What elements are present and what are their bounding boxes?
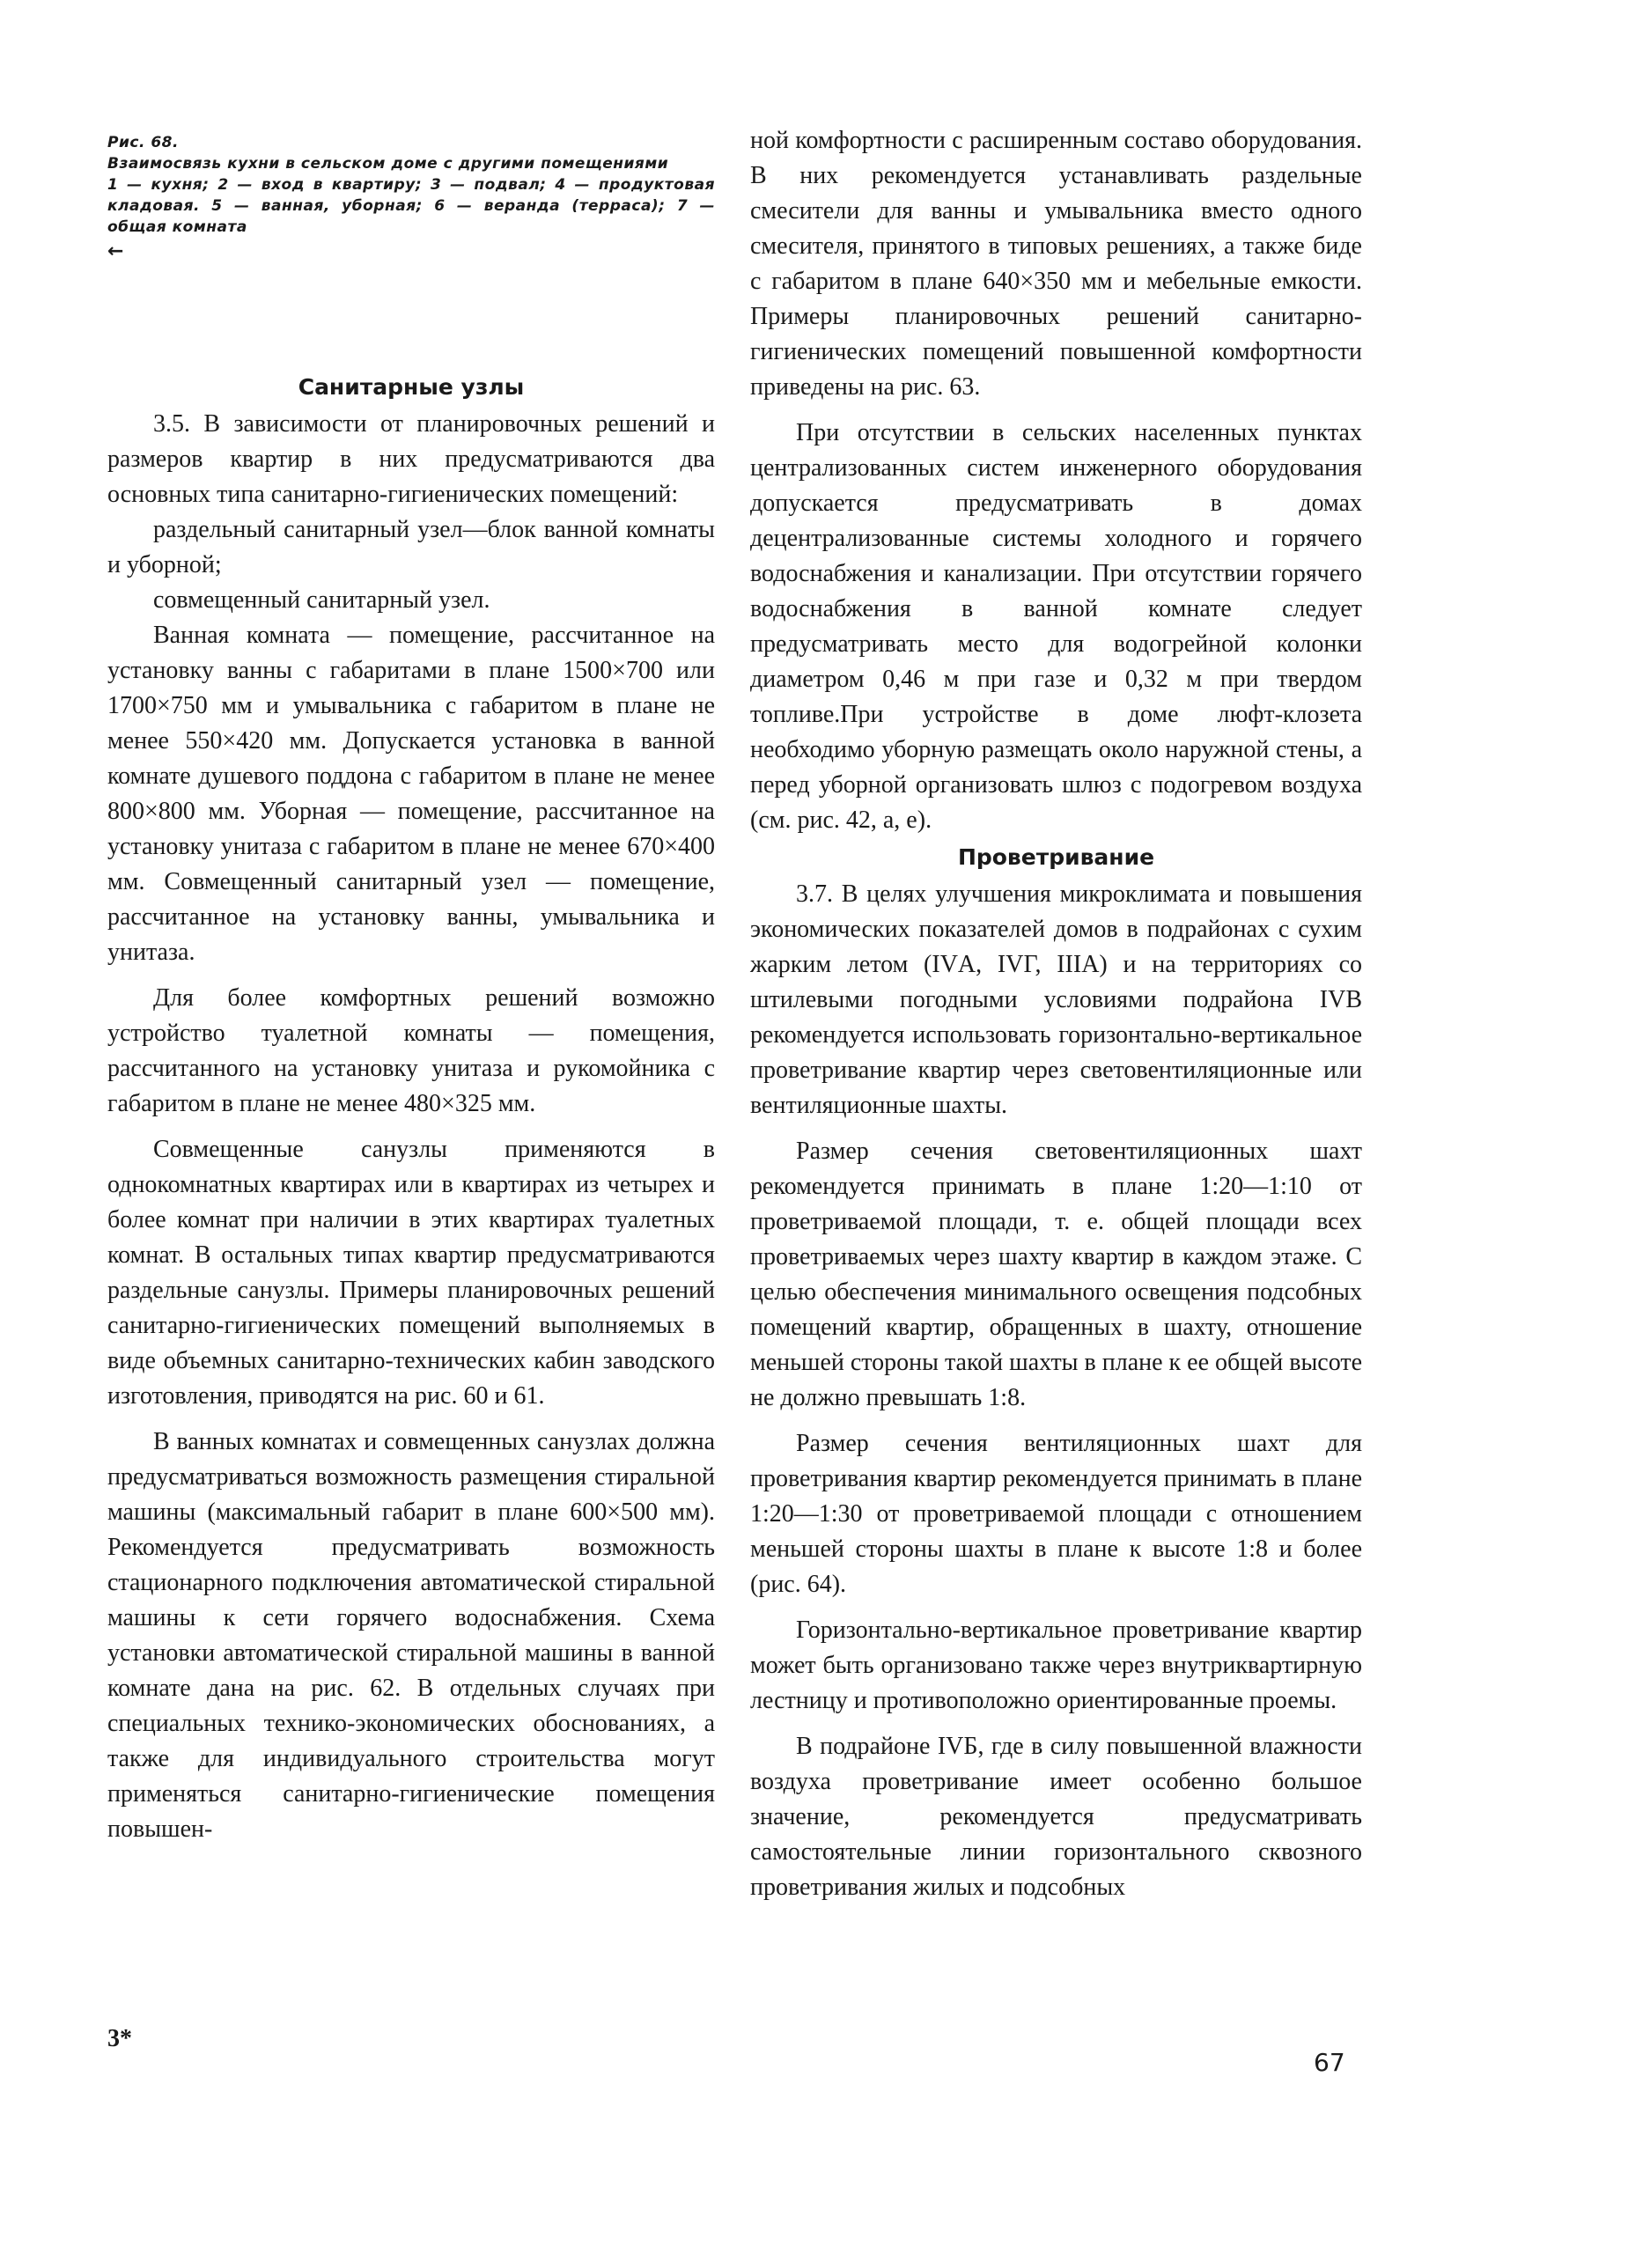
section-heading-sanitary: Санитарные узлы — [298, 374, 525, 400]
left-arrow-icon: ← — [107, 240, 124, 262]
figure-legend: 1 — кухня; 2 — вход в квартиру; 3 — подвал; 4 — продуктовая кладовая. 5 — ванная, уборная; 6 — веранда (терраса); 7 — общая комната — [107, 176, 715, 236]
paragraph: Для более комфортных решений возможно устройство туалетной комнаты — помещения, рассчитанного на установку унитаза и рукомойника с габаритом в плане не менее 480×325 мм. — [107, 984, 715, 1117]
paragraph: В подрайоне IVБ, где в силу повышенной влажности воздуха проветривание имеет особенно большое значение, рекомендуется предусматривать самостоятельные линии горизонтального сквозного проветривания жилых и подсобных — [750, 1733, 1362, 1901]
right-column — [750, 123, 1362, 1905]
figure-label: Рис. 68. — [107, 134, 179, 151]
paragraph: 3.7. В целях улучшения микроклимата и повышения экономических показателей домов в подрайонах с сухим жарким летом (IVА, IVГ, IIIА) и на территориях со штилевыми погодными условиями подрайона IVВ рекомендуется использовать горизонтально-вертикальное проветривание квартир через световентиляционные или вентиляционные шахты. — [750, 880, 1362, 1119]
figure-title: Взаимосвязь кухни в сельском доме с другими помещениями — [107, 155, 669, 173]
paragraph: раздельный санитарный узел—блок ванной комнаты и уборной; — [107, 516, 715, 578]
figure-caption — [107, 132, 715, 262]
paragraph: Горизонтально-вертикальное проветривание квартир может быть организовано также через внутриквартирную лестницу и противоположно ориентированные проемы. — [750, 1616, 1362, 1714]
paragraph: В ванных комнатах и совмещенных санузлах должна предусматриваться возможность размещения стиральной машины (максимальный габарит в плане 600×500 мм). Рекомендуется предусматривать возможность стационарного подключения автоматической стиральной машины к сети горячего водоснабжения. Схема установки автоматической стиральной машины в ванной комнате дана на рис. 62. В отдельных случаях при специальных технико-экономических обоснованиях, а также для индивидуального строительства могут применяться санитарно-гигиенические помещения повышен- — [107, 1428, 715, 1843]
page-number: 67 — [1314, 2048, 1345, 2077]
section-heading-ventilation: Проветривание — [957, 844, 1155, 870]
paragraph: При отсутствии в сельских населенных пунктах централизованных систем инженерного оборудования допускается предусматривать в домах децентрализованные системы холодного и горячего водоснабжения и канализации. При отсутствии горячего водоснабжения в ванной комнате следует предусматривать место для водогрейной колонки диаметром 0,46 м при газе и 0,32 м при твердом топливе.При устройстве в доме люфт-клозета необходимо уборную размещать около наружной стены, а перед уборной организовать шлюз с подогревом воздуха (см. рис. 42, а, е). — [750, 419, 1362, 834]
signature-mark: 3* — [107, 2025, 132, 2052]
paragraph: ной комфортности с расширенным составо оборудования. В них рекомендуется устанавливать раздельные смесители для ванны и умывальника вместо одного смесителя, принятого в типовых решениях, а также биде с габаритом в плане 640×350 мм и мебельные емкости. Примеры планировочных решений санитарно-гигиенических помещений повышенной комфортности приведены на рис. 63. — [750, 127, 1362, 401]
left-column — [107, 132, 715, 1847]
paragraph: Размер сечения световентиляционных шахт рекомендуется принимать в плане 1:20—1:10 от проветриваемой площади, т. е. общей площади всех проветриваемых через шахту квартир в каждом этаже. С целью обеспечения минимального освещения подсобных помещений квартир, обращенных в шахту, отношение меньшей стороны такой шахты в плане к ее общей высоте не должно превышать 1:8. — [750, 1138, 1362, 1411]
paragraph: Размер сечения вентиляционных шахт для проветривания квартир рекомендуется принимать в плане 1:20—1:30 от проветриваемой площади с отношением меньшей стороны шахты в плане к высоте 1:8 и более (рис. 64). — [750, 1430, 1362, 1598]
paragraph: Ванная комната — помещение, рассчитанное на установку ванны с габаритами в плане 1500×700 или 1700×750 мм и умывальника с габаритом в плане не менее 550×420 мм. Допускается установка в ванной комнате душевого поддона с габаритом в плане не менее 800×800 мм. Уборная — помещение, рассчитанное на установку унитаза с габаритом в плане не менее 670×400 мм. Совмещенный санитарный узел — помещение, рассчитанное на установку ванны, умывальника и унитаза. — [107, 622, 715, 966]
paragraph: Совмещенные санузлы применяются в однокомнатных квартирах или в квартирах из четырех и более комнат при наличии в этих квартирах туалетных комнат. В остальных типах квартир предусматриваются раздельные санузлы. Примеры планировочных решений санитарно-гигиенических помещений выполняемых в виде объемных санитарно-технических кабин заводского изготовления, приводятся на рис. 60 и 61. — [107, 1136, 715, 1410]
paragraph: совмещенный санитарный узел. — [153, 586, 490, 614]
paragraph: 3.5. В зависимости от планировочных решений и размеров квартир в них предусматриваются два основных типа санитарно-гигиенических помещений: — [107, 410, 715, 508]
